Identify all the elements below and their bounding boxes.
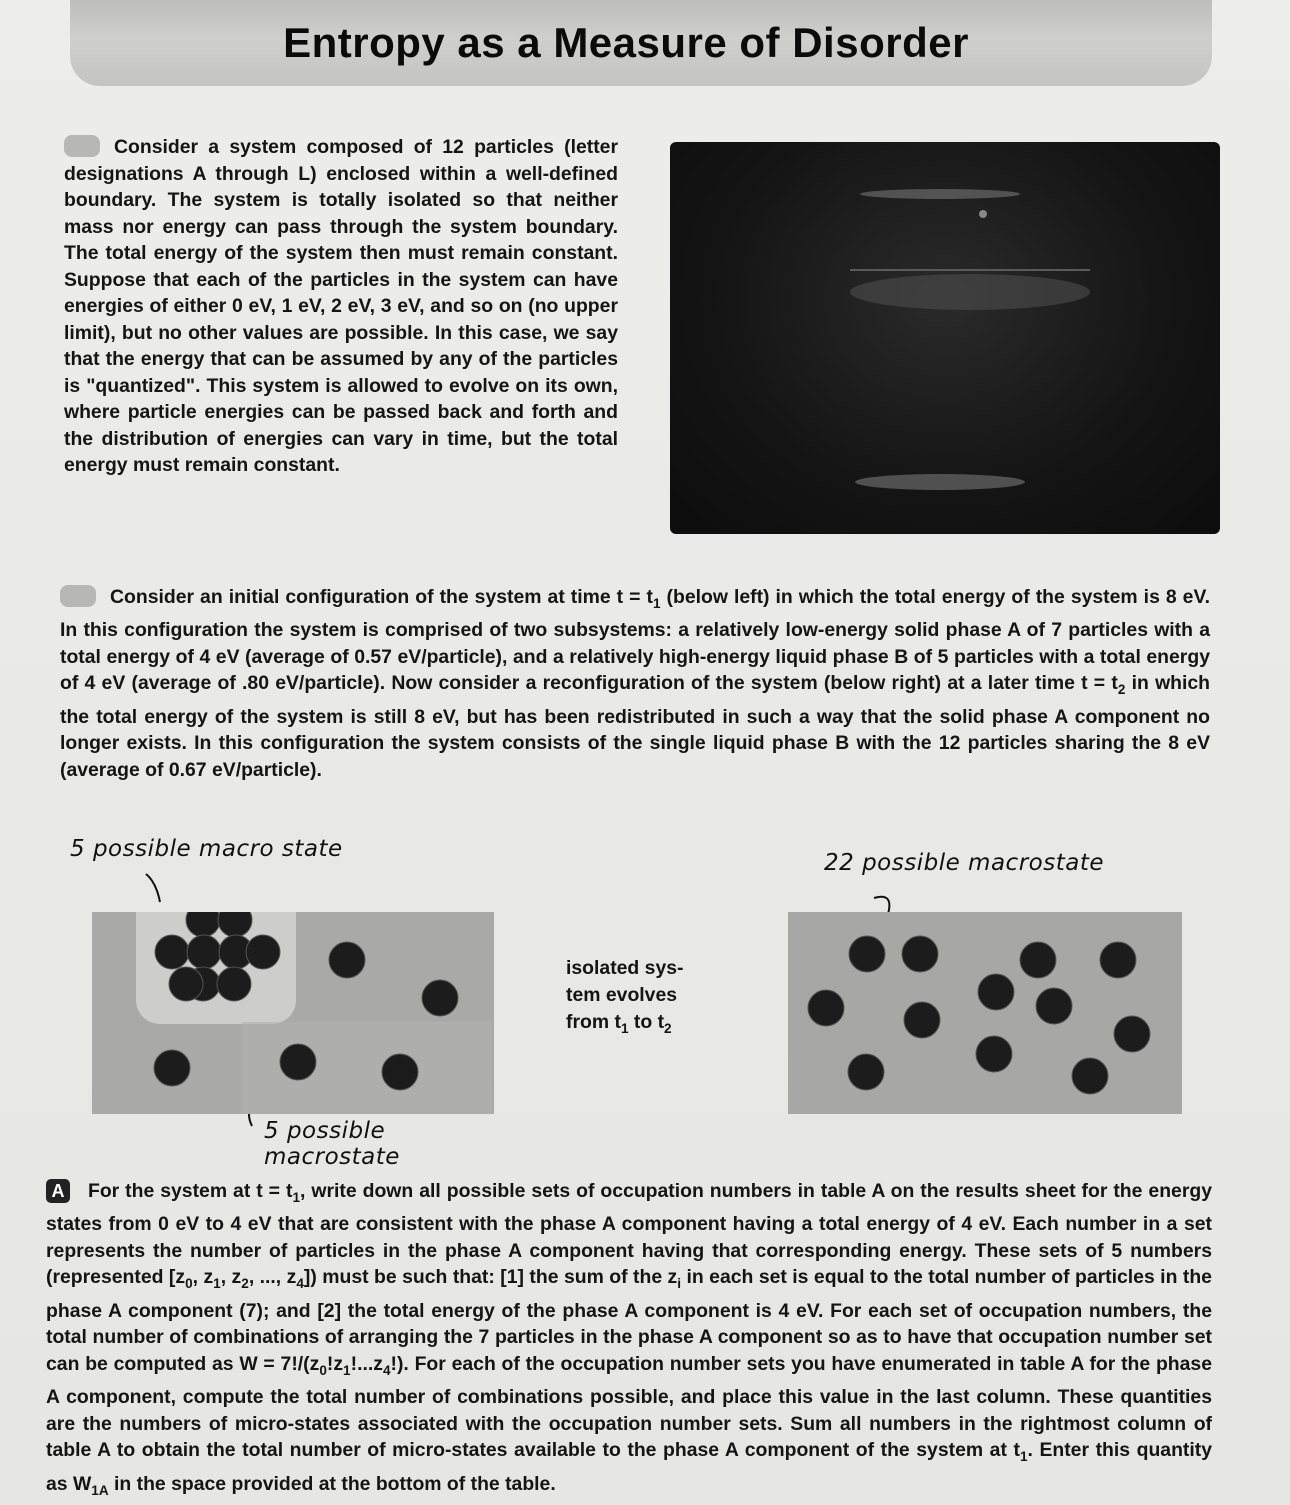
particle bbox=[1020, 942, 1056, 978]
particle bbox=[976, 1036, 1012, 1072]
particle bbox=[848, 1054, 884, 1090]
subscript: 1 bbox=[1019, 1449, 1028, 1464]
subscript: 0 bbox=[319, 1362, 327, 1378]
handwritten-note-right: 22 possible macrostate bbox=[824, 850, 1104, 876]
config-text-part2: (below left) in which the total energy of the system is 8 eV. In this configuration the system is comprised of two subsystems: a relatively low-energy solid phase A of 7 particles with a total energy of 4 eV (average of 0.57 eV/particle), and a relatively high-energy liquid phase B of 5 particles with a total energy of 4 eV (average of .80 eV/particle). Now consider a reconfiguration of the system (below right) at a later time t = t bbox=[60, 586, 1211, 695]
subscript: 4 bbox=[296, 1276, 304, 1292]
particle-K bbox=[280, 1044, 316, 1080]
experiment-photo bbox=[670, 142, 1220, 534]
part-a-text: in each set is equal to the total number of particles in the phase A component (7); and [2] the total energy of the phase A component is 4 eV. For each set of occupation numbers, the total number of combinations of arranging the 7 particles in the phase A component so as to have that occupation number set can be computed as W = 7!/(z bbox=[46, 1266, 1212, 1375]
particle bbox=[1100, 942, 1136, 978]
particle-G2 bbox=[169, 967, 203, 1001]
part-a-text: ]) must be such that: [1] the sum of the z bbox=[303, 1266, 678, 1289]
part-a-text: in the space provided at the bottom of the table. bbox=[108, 1472, 556, 1495]
part-a-text: , ..., z bbox=[248, 1266, 297, 1289]
evolution-caption bbox=[566, 955, 716, 1042]
subscript: 2 bbox=[241, 1276, 249, 1292]
part-a-text: , z bbox=[220, 1266, 242, 1289]
particle bbox=[1114, 1016, 1150, 1052]
config-text-part3: in which the total energy of the system is still 8 eV, but has been redistributed in such a way that the solid phase A component no longer exists. In this configuration the system consists of the single liquid phase B with the 12 particles sharing the 8 eV (average of 0.67 eV/particle). bbox=[60, 672, 1211, 781]
subscript: 2 bbox=[664, 1020, 672, 1036]
subscript: 4 bbox=[382, 1362, 391, 1378]
subscript: 2 bbox=[1117, 682, 1126, 698]
paragraph-marker-icon bbox=[60, 585, 96, 607]
handwritten-note-left: 5 possible macro state bbox=[70, 836, 343, 862]
particle bbox=[1036, 988, 1072, 1024]
caption-line3-pre: from t bbox=[566, 1011, 621, 1033]
particle bbox=[849, 936, 885, 972]
photo-graphic bbox=[670, 142, 1220, 534]
part-a-text: !z bbox=[326, 1352, 344, 1375]
part-a-marker: A bbox=[46, 1179, 70, 1203]
pointer-stroke-left bbox=[140, 868, 170, 908]
particle-D bbox=[187, 935, 221, 969]
particle-L bbox=[382, 1054, 418, 1090]
handwritten-note-bottom-line1: 5 possible bbox=[264, 1118, 386, 1144]
paragraph-marker-icon bbox=[64, 135, 100, 157]
part-a-text: For the system at t = t bbox=[82, 1180, 293, 1202]
particle bbox=[978, 974, 1014, 1010]
caption-line3 bbox=[566, 1009, 716, 1042]
caption-line2: tem evolves bbox=[566, 984, 678, 1006]
intro-text: Consider a system composed of 12 particles (letter designations A through L) enclosed within a well-defined boundary. The system is totally isolated so that neither mass nor energy can pass through the system boundary. The total energy of the system then must remain constant. Suppose that each of the particles in the system can have energies of either 0 eV, 1 eV, 2 eV, 3 eV, and so on (no upper limit), but no other values are possible. In this case, we say that the energy that can be assumed by any of the particles is "quantized". This system is allowed to evolve on its own, where particle energies can be passed back and forth and the distribution of energies can vary in time, but the total energy must remain constant. bbox=[64, 136, 618, 476]
subscript: 1 bbox=[292, 1189, 301, 1205]
intro-paragraph bbox=[64, 134, 618, 479]
config-text-part1: Consider an initial configuration of the system at time t = t bbox=[110, 586, 653, 608]
subscript: i bbox=[677, 1276, 682, 1292]
final-configuration-svg bbox=[788, 912, 1182, 1114]
caption-line1: isolated sys- bbox=[566, 957, 684, 979]
subscript: 1 bbox=[343, 1362, 351, 1378]
particle bbox=[902, 936, 938, 972]
subscript: 1 bbox=[620, 1020, 629, 1036]
configuration-paragraph bbox=[60, 584, 1210, 783]
initial-configuration-svg bbox=[92, 912, 494, 1114]
caption-line3-mid: to t bbox=[628, 1011, 665, 1033]
title-banner bbox=[70, 0, 1212, 86]
particle-F bbox=[246, 935, 280, 969]
handwritten-note-bottom-line2: macrostate bbox=[264, 1144, 400, 1170]
part-a-text: , z bbox=[192, 1266, 214, 1289]
part-a-paragraph bbox=[46, 1178, 1212, 1504]
subscript: 1 bbox=[652, 595, 661, 611]
particle-J bbox=[154, 1050, 190, 1086]
part-a-text: . Enter this quantity as W bbox=[46, 1439, 1212, 1495]
subscript: 1 bbox=[213, 1276, 221, 1292]
part-a-text: !...z bbox=[350, 1352, 383, 1375]
final-configuration-diagram bbox=[788, 912, 1182, 1114]
particle-I bbox=[422, 980, 458, 1016]
page-title: Entropy as a Measure of Disorder bbox=[283, 19, 969, 66]
part-a-text: , write down all possible sets of occupation numbers in table A on the results sheet for the energy states from 0 eV to 4 eV that are consistent with the phase A component having a total energy of 4 eV. Each number in a set represents the number of particles in the phase A component having that corresponding energy. These sets of 5 numbers (represented [z bbox=[46, 1180, 1212, 1289]
particle-C bbox=[155, 935, 189, 969]
initial-configuration-diagram bbox=[92, 912, 494, 1114]
particle bbox=[1072, 1058, 1108, 1094]
subscript: 1A bbox=[91, 1482, 109, 1498]
subscript: 0 bbox=[185, 1276, 193, 1292]
handwritten-note-bottom bbox=[264, 1118, 400, 1170]
particle bbox=[808, 990, 844, 1026]
part-a-text: !). For each of the occupation number sets you have enumerated in table A for the phase A component, compute the total number of combinations possible, and place this value in the last column. These quantities are the numbers of micro-states associated with the occupation number sets. Sum all numbers in the rightmost column of table A to obtain the total number of micro-states available to the phase A component of the system at t bbox=[46, 1352, 1212, 1462]
particle-H2 bbox=[217, 967, 251, 1001]
particle bbox=[904, 1002, 940, 1038]
particle-H bbox=[329, 942, 365, 978]
